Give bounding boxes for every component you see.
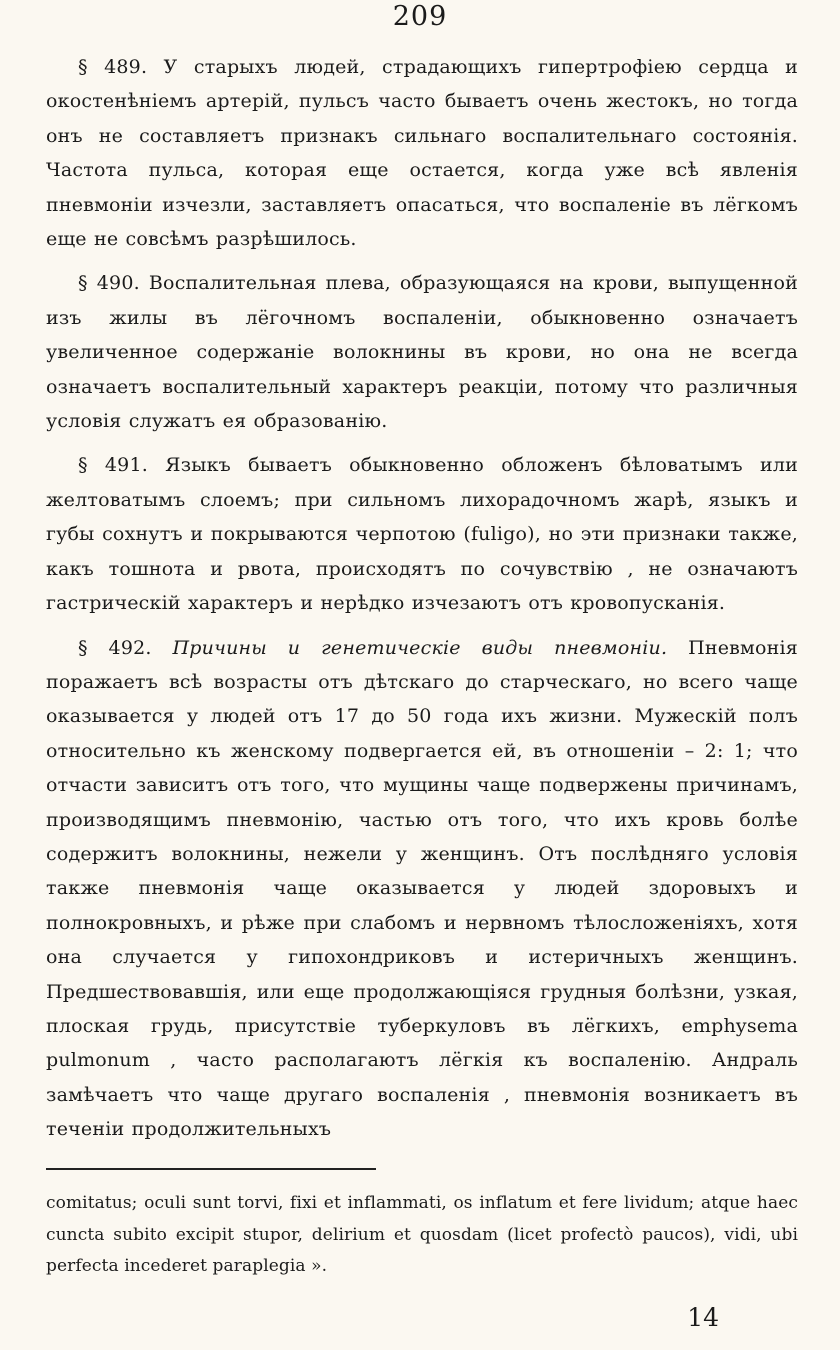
paragraph-489: § 489. У старыхъ людей, страдающихъ гипертрофіею сердца и окостенѣніемъ артерій, пульсъ часто бываетъ очень жестокъ, но тогда онъ не составляетъ признакъ сильнаго воспалительнаго состоянія. Частота пульса, которая еще остается, когда уже всѣ явленія пневмоніи изчезли, заставляетъ опасаться, что воспаленіе въ лёгкомъ еще не совсѣмъ разрѣшилось. — [46, 56, 798, 251]
footnote-divider — [46, 1168, 376, 1170]
paragraph-492-body: Пневмонія поражаетъ всѣ возрасты отъ дѣтскаго до старческаго, но всего чаще оказывается у людей отъ 17 до 50 года ихъ жизни. Мужескій полъ относительно къ женскому подвергается ей, въ отношеніи – 2: 1; что отчасти зависитъ отъ того, что мущины чаще подвержены причинамъ, производящимъ пневмонію, частью отъ того, что ихъ кровь болѣе содержитъ волокнины, нежели у женщинъ. Отъ послѣдняго условія также пневмонія чаще оказывается у людей здоровыхъ и полнокровныхъ, и рѣже при слабомъ и нервномъ тѣлосложеніяхъ, хотя она случается у гипохондриковъ и истеричныхъ женщинъ. Предшествовавшія, или еще продолжающіяся грудныя болѣзни, узкая, плоская грудь, присутствіе туберкуловъ въ лёгкихъ, emphysema pulmonum , часто располагаютъ лёгкія къ воспаленію. Андраль замѣчаетъ что чаще другаго воспаленія , пневмонія возникаетъ въ теченіи продолжительныхъ — [46, 636, 798, 1141]
paragraph-490: § 490. Воспалительная плева, образующаяся на крови, выпущенной изъ жилы въ лёгочномъ воспаленіи, обыкновенно означаетъ увеличенное содержаніе волокнины въ крови, но она не всегда означаетъ воспалительный характеръ реакціи, потому что различныя условія служатъ ея образованію. — [46, 272, 798, 433]
section-heading-492: Причины и генетическіе виды пневмоніи. — [172, 636, 668, 659]
paragraph-492 — [46, 631, 798, 1147]
page-number: 209 — [392, 1, 448, 32]
footnote-text: comitatus; oculi sunt torvi, fixi et inflammati, os inflatum et fere lividum; atque haec cuncta subito excipit stupor, delirium et quosdam (licet profectò paucos), vidi, ubi perfecta incederet paraplegia ». — [46, 1193, 798, 1276]
section-number-492: § 492. — [78, 636, 173, 659]
signature-mark: 14 — [687, 1303, 719, 1332]
main-text — [46, 50, 798, 1157]
paragraph-491: § 491. Языкъ бываетъ обыкновенно обложенъ бѣловатымъ или желтоватымъ слоемъ; при сильномъ лихорадочномъ жарѣ, языкъ и губы сохнутъ и покрываются черпотою (fuligo), но эти признаки также, какъ тошнота и рвота, происходятъ по сочувствію , не означаютъ гастрическій характеръ и нерѣдко изчезаютъ отъ кровопусканія. — [46, 454, 798, 615]
